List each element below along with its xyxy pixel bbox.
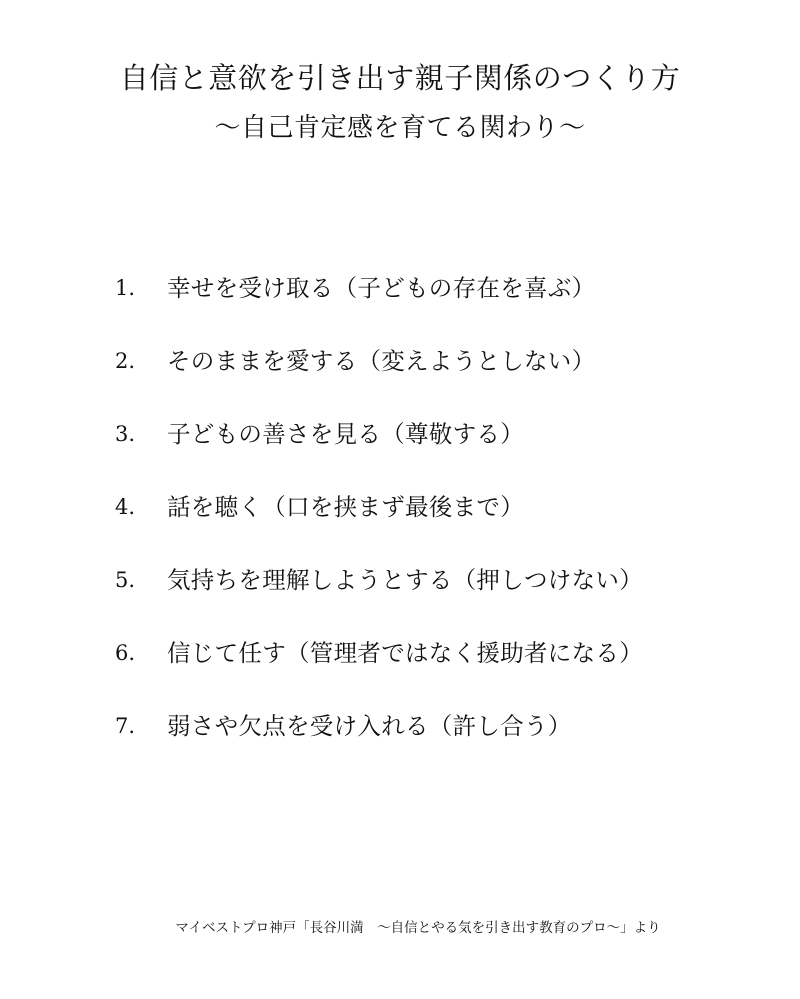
list-item (115, 706, 755, 779)
item-text: 子どもの善さを見る（尊敬する） (167, 420, 524, 448)
list-item (115, 268, 755, 341)
item-number: 1. (115, 276, 136, 300)
principles-list (115, 268, 755, 779)
item-text: 信じて任す（管理者ではなく援助者になる） (167, 639, 643, 667)
list-item (115, 487, 755, 560)
item-number: 6. (115, 641, 136, 665)
item-text: 気持ちを理解しようとする（押しつけない） (167, 566, 643, 594)
item-text: 幸せを受け取る（子どもの存在を喜ぶ） (167, 274, 596, 302)
item-number: 2. (115, 349, 136, 373)
item-number: 3. (115, 422, 136, 446)
list-item (115, 560, 755, 633)
item-number: 7. (115, 714, 136, 738)
document-title: 自信と意欲を引き出す親子関係のつくり方 (119, 61, 681, 95)
item-number: 5. (115, 568, 136, 592)
item-text: 弱さや欠点を受け入れる（許し合う） (167, 712, 572, 740)
item-text: そのままを愛する（変えようとしない） (167, 347, 596, 375)
source-credit: マイベストプロ神戸「長谷川満 〜自信とやる気を引き出す教育のプロ〜」より (175, 920, 661, 936)
item-text: 話を聴く（口を挟まず最後まで） (167, 493, 524, 521)
list-item (115, 341, 755, 414)
list-item (115, 414, 755, 487)
document-subtitle: 〜自己肯定感を育てる関わり〜 (214, 113, 586, 143)
list-item (115, 633, 755, 706)
item-number: 4. (115, 495, 136, 519)
